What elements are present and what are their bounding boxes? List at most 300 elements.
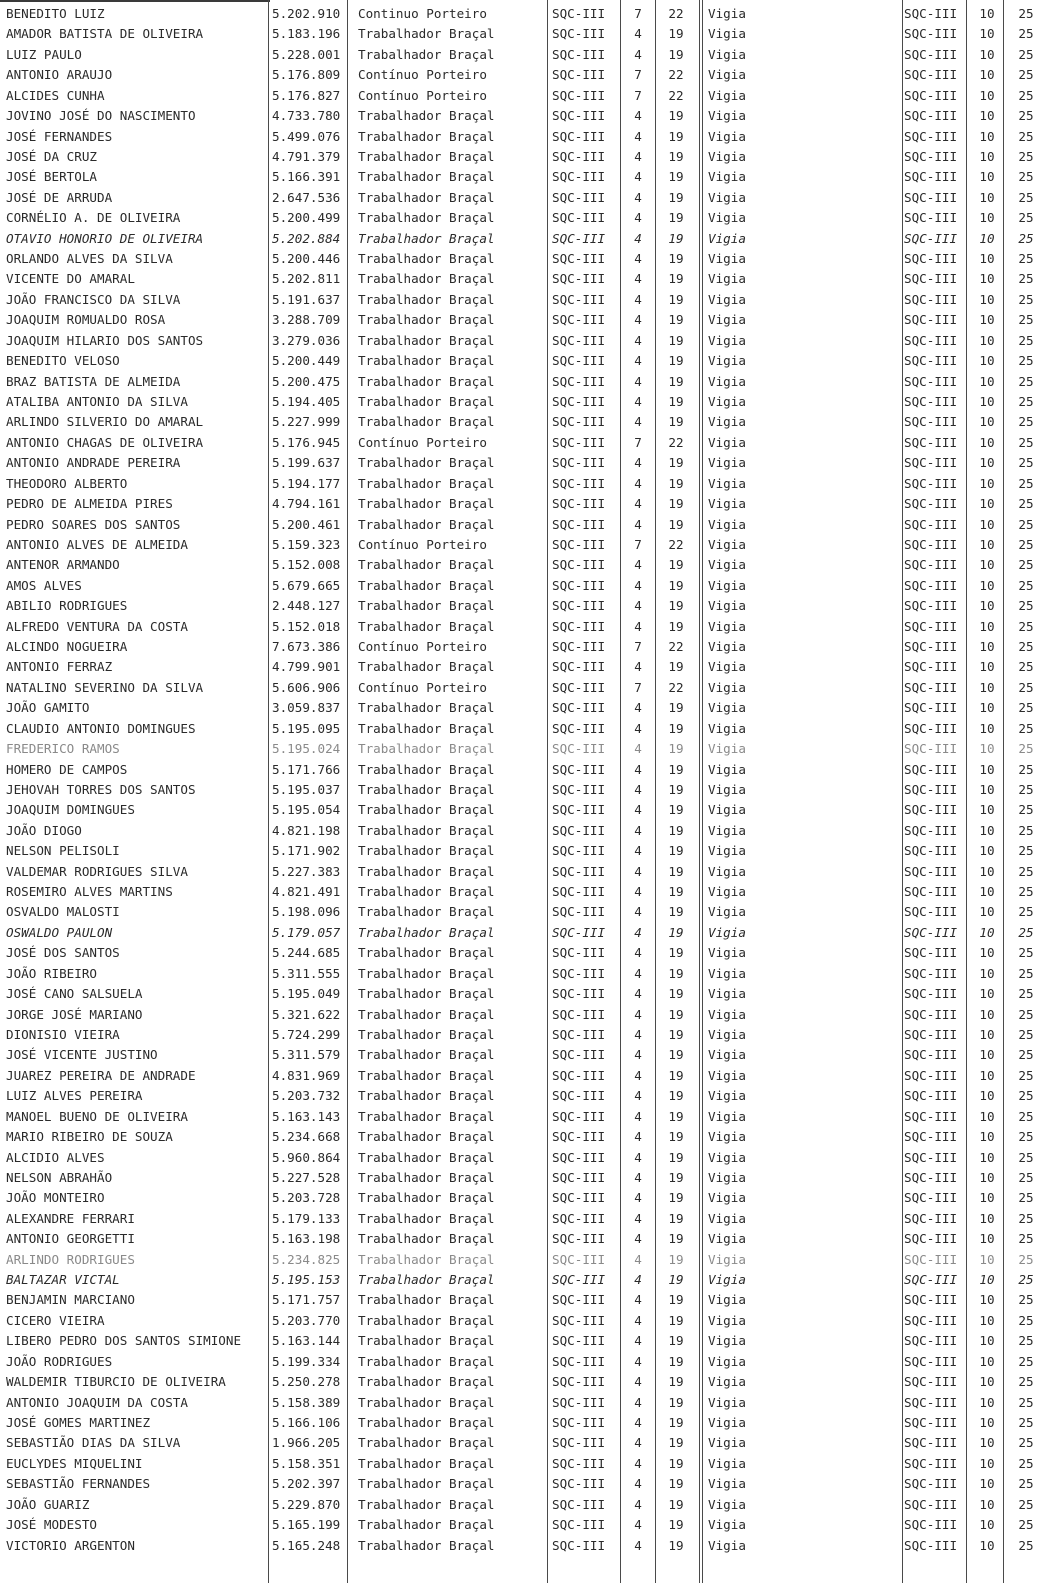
current-reference: 4 [634,1394,642,1410]
employee-name: ANTONIO ANDRADE PEREIRA [6,455,181,471]
table-row [0,127,1053,147]
new-group: SQC-III [904,373,958,389]
registration-number: 5.250.278 [272,1374,341,1390]
new-position: Vigia [708,271,746,287]
employee-name: JOÃO GUARIZ [6,1496,90,1512]
current-position: Trabalhador Braçal [358,965,495,981]
new-reference: 10 [979,393,995,409]
new-position: Vigia [708,148,746,164]
current-level: 19 [668,700,684,716]
current-level: 19 [668,1190,684,1206]
new-group: SQC-III [904,312,958,328]
new-group: SQC-III [904,475,958,491]
current-position: Contínuo Porteiro [358,639,487,655]
new-position: Vigia [708,1088,746,1104]
table-row [0,862,1053,882]
current-reference: 4 [634,781,642,797]
current-reference: 4 [634,802,642,818]
new-group: SQC-III [904,1414,958,1430]
table-row [0,208,1053,228]
employee-name: ABILIO RODRIGUES [6,598,128,614]
employee-name: JOÃO MONTEIRO [6,1190,105,1206]
current-group: SQC-III [552,618,606,634]
current-position: Trabalhador Braçal [358,393,495,409]
current-position: Trabalhador Braçal [358,189,495,205]
current-group: SQC-III [552,1251,606,1267]
employee-name: JOSÉ DE ARRUDA [6,189,113,205]
current-level: 19 [668,904,684,920]
table-row [0,392,1053,412]
current-position: Trabalhador Braçal [358,1210,495,1226]
current-level: 19 [668,230,684,246]
current-group: SQC-III [552,148,606,164]
table-row [0,1331,1053,1351]
registration-number: 5.203.728 [272,1190,341,1206]
new-reference: 10 [979,46,995,62]
table-row [0,902,1053,922]
current-reference: 4 [634,1027,642,1042]
table-row [0,290,1053,310]
registration-number: 5.200.461 [272,516,341,532]
registration-number: 5.194.405 [272,393,341,409]
new-group: SQC-III [904,720,958,736]
current-level: 19 [668,1006,684,1022]
current-reference: 4 [634,1476,642,1492]
employee-name: AMADOR BATISTA DE OLIVEIRA [6,26,204,42]
registration-number: 5.227.999 [272,414,341,430]
current-position: Trabalhador Braçal [358,46,495,62]
registration-number: 5.163.144 [272,1333,341,1349]
new-reference: 10 [979,659,995,675]
registration-number: 5.176.827 [272,87,341,103]
registration-number: 5.179.133 [272,1210,341,1226]
current-position: Trabalhador Braçal [358,1231,495,1247]
current-level: 19 [668,108,684,124]
current-reference: 4 [634,251,642,267]
new-reference: 10 [979,230,995,246]
new-position: Vigia [708,822,746,838]
employee-name: CLAUDIO ANTONIO DOMINGUES [6,720,196,736]
current-group: SQC-III [552,1496,606,1512]
new-reference: 10 [979,1414,995,1430]
current-reference: 4 [634,1292,642,1308]
registration-number: 5.152.008 [272,557,341,573]
new-position: Vigia [708,536,746,552]
current-position: Trabalhador Braçal [358,1435,495,1451]
table-row [0,1188,1053,1208]
current-position: Contínuo Porteiro [358,679,487,695]
current-position: Trabalhador Braçal [358,659,495,675]
current-position: Trabalhador Braçal [358,884,495,900]
employee-name: JOSÉ DA CRUZ [6,148,97,164]
new-level: 25 [1018,618,1034,634]
current-position: Trabalhador Braçal [358,108,495,124]
current-level: 19 [668,1537,684,1553]
new-position: Vigia [708,1455,746,1471]
new-group: SQC-III [904,863,958,879]
current-level: 19 [668,1067,684,1083]
current-position: Trabalhador Braçal [358,1312,495,1328]
new-level: 25 [1018,822,1034,838]
current-level: 19 [668,332,684,348]
new-level: 25 [1018,741,1034,757]
table-row [0,780,1053,800]
current-reference: 4 [634,393,642,409]
top-rule [0,0,270,2]
current-reference: 4 [634,332,642,348]
new-group: SQC-III [904,148,958,164]
current-position: Trabalhador Braçal [358,1088,495,1104]
employee-name: OTAVIO HONORIO DE OLIVEIRA [6,230,204,246]
registration-number: 5.724.299 [272,1027,341,1042]
new-position: Vigia [708,945,746,961]
new-reference: 10 [979,67,995,83]
employee-name: OSWALDO PAULON [6,924,113,940]
new-reference: 10 [979,251,995,267]
registration-number: 5.234.668 [272,1129,341,1145]
new-group: SQC-III [904,904,958,920]
table-row [0,1107,1053,1127]
current-level: 19 [668,965,684,981]
new-position: Vigia [708,332,746,348]
new-reference: 10 [979,169,995,185]
new-group: SQC-III [904,639,958,655]
current-reference: 4 [634,1455,642,1471]
current-group: SQC-III [552,598,606,614]
current-reference: 4 [634,741,642,757]
new-group: SQC-III [904,536,958,552]
current-group: SQC-III [552,1476,606,1492]
current-position: Trabalhador Braçal [358,741,495,757]
new-position: Vigia [708,924,746,940]
new-group: SQC-III [904,1272,958,1288]
new-reference: 10 [979,700,995,716]
current-reference: 4 [634,1190,642,1206]
current-reference: 7 [634,434,642,450]
current-group: SQC-III [552,1129,606,1145]
new-level: 25 [1018,210,1034,226]
new-reference: 10 [979,1129,995,1145]
new-level: 25 [1018,1333,1034,1349]
current-level: 19 [668,353,684,369]
new-group: SQC-III [904,822,958,838]
current-group: SQC-III [552,945,606,961]
registration-number: 5.199.637 [272,455,341,471]
new-reference: 10 [979,639,995,655]
current-reference: 4 [634,1006,642,1022]
new-position: Vigia [708,1047,746,1063]
table-row [0,412,1053,432]
table-row [0,882,1053,902]
table-row [0,4,1053,24]
new-reference: 10 [979,1149,995,1165]
current-level: 19 [668,291,684,307]
new-group: SQC-III [904,659,958,675]
current-group: SQC-III [552,924,606,940]
new-level: 25 [1018,1190,1034,1206]
employee-name: JOÃO FRANCISCO DA SILVA [6,291,181,307]
employee-name: JOAQUIM HILARIO DOS SANTOS [6,332,204,348]
current-group: SQC-III [552,1231,606,1247]
new-group: SQC-III [904,1047,958,1063]
current-level: 19 [668,271,684,287]
new-position: Vigia [708,87,746,103]
new-position: Vigia [708,1006,746,1022]
current-reference: 4 [634,210,642,226]
current-position: Trabalhador Braçal [358,924,495,940]
new-position: Vigia [708,1312,746,1328]
new-position: Vigia [708,1231,746,1247]
new-level: 25 [1018,373,1034,389]
new-position: Vigia [708,1067,746,1083]
current-reference: 4 [634,1374,642,1390]
new-reference: 10 [979,6,995,21]
new-group: SQC-III [904,1312,958,1328]
current-group: SQC-III [552,1149,606,1165]
new-level: 25 [1018,1517,1034,1533]
new-level: 25 [1018,1476,1034,1492]
current-reference: 4 [634,1129,642,1145]
current-position: Trabalhador Braçal [358,148,495,164]
new-level: 25 [1018,761,1034,777]
current-reference: 4 [634,1067,642,1083]
new-group: SQC-III [904,618,958,634]
current-position: Contínuo Porteiro [358,434,487,450]
current-group: SQC-III [552,251,606,267]
current-reference: 4 [634,373,642,389]
current-position: Trabalhador Braçal [358,1455,495,1471]
current-group: SQC-III [552,822,606,838]
new-reference: 10 [979,1006,995,1022]
current-reference: 4 [634,108,642,124]
current-group: SQC-III [552,843,606,859]
registration-number: 5.195.037 [272,781,341,797]
current-group: SQC-III [552,434,606,450]
current-group: SQC-III [552,1517,606,1533]
new-group: SQC-III [904,291,958,307]
new-level: 25 [1018,1414,1034,1430]
table-row [0,1474,1053,1494]
new-position: Vigia [708,700,746,716]
table-row [0,269,1053,289]
current-position: Trabalhador Braçal [358,1149,495,1165]
table-row [0,351,1053,371]
current-reference: 4 [634,965,642,981]
current-reference: 4 [634,884,642,900]
employee-name: SEBASTIÃO FERNANDES [6,1476,151,1492]
new-level: 25 [1018,598,1034,614]
current-level: 22 [668,67,684,83]
employee-name: DIONISIO VIEIRA [6,1027,120,1042]
current-group: SQC-III [552,271,606,287]
employee-name: VALDEMAR RODRIGUES SILVA [6,863,188,879]
employee-name: ATALIBA ANTONIO DA SILVA [6,393,188,409]
new-level: 25 [1018,455,1034,471]
employee-name: LUIZ ALVES PEREIRA [6,1088,143,1104]
new-level: 25 [1018,1088,1034,1104]
table-row [0,331,1053,351]
current-level: 19 [668,1353,684,1369]
current-position: Trabalhador Braçal [358,598,495,614]
new-level: 25 [1018,1129,1034,1145]
current-level: 19 [668,781,684,797]
new-reference: 10 [979,945,995,961]
current-level: 19 [668,455,684,471]
current-reference: 4 [634,1108,642,1124]
employee-name: JOSÉ BERTOLA [6,169,97,185]
new-reference: 10 [979,924,995,940]
employee-name: JOSÉ CANO SALSUELA [6,986,143,1002]
new-group: SQC-III [904,414,958,430]
current-level: 19 [668,1251,684,1267]
table-row [0,1148,1053,1168]
current-group: SQC-III [552,720,606,736]
new-group: SQC-III [904,884,958,900]
new-reference: 10 [979,781,995,797]
current-reference: 4 [634,1312,642,1328]
employee-name: SEBASTIÃO DIAS DA SILVA [6,1435,181,1451]
current-position: Trabalhador Braçal [358,1353,495,1369]
new-group: SQC-III [904,455,958,471]
current-level: 19 [668,1333,684,1349]
new-position: Vigia [708,67,746,83]
current-level: 19 [668,1435,684,1451]
table-row [0,1352,1053,1372]
current-level: 19 [668,1149,684,1165]
new-position: Vigia [708,108,746,124]
current-reference: 4 [634,475,642,491]
registration-number: 5.200.446 [272,251,341,267]
current-group: SQC-III [552,639,606,655]
new-group: SQC-III [904,781,958,797]
new-level: 25 [1018,148,1034,164]
current-reference: 4 [634,945,642,961]
new-reference: 10 [979,353,995,369]
employee-name: PEDRO DE ALMEIDA PIRES [6,496,173,512]
current-reference: 4 [634,1149,642,1165]
employee-name: JOÃO RIBEIRO [6,965,97,981]
employee-name: LIBERO PEDRO DOS SANTOS SIMIONE [6,1333,242,1349]
current-group: SQC-III [552,1006,606,1022]
current-group: SQC-III [552,965,606,981]
registration-number: 4.821.491 [272,884,341,900]
employee-name: ANTONIO ARAUJO [6,67,113,83]
employee-name: BALTAZAR VICTAL [6,1272,120,1288]
employee-name: ANTONIO CHAGAS DE OLIVEIRA [6,434,204,450]
new-reference: 10 [979,965,995,981]
employee-name: BRAZ BATISTA DE ALMEIDA [6,373,181,389]
table-row [0,65,1053,85]
new-reference: 10 [979,1027,995,1042]
current-level: 19 [668,1231,684,1247]
table-row [0,1005,1053,1025]
current-group: SQC-III [552,353,606,369]
table-row [0,188,1053,208]
table-row [0,698,1053,718]
new-level: 25 [1018,1353,1034,1369]
current-reference: 7 [634,67,642,83]
new-position: Vigia [708,1517,746,1533]
current-reference: 4 [634,455,642,471]
current-group: SQC-III [552,781,606,797]
new-group: SQC-III [904,965,958,981]
new-level: 25 [1018,332,1034,348]
new-position: Vigia [708,679,746,695]
current-group: SQC-III [552,986,606,1002]
table-row [0,617,1053,637]
current-level: 22 [668,434,684,450]
new-group: SQC-III [904,1190,958,1206]
employee-name: WALDEMIR TIBURCIO DE OLIVEIRA [6,1374,226,1390]
new-level: 25 [1018,230,1034,246]
current-reference: 4 [634,1333,642,1349]
table-row [0,24,1053,44]
current-level: 19 [668,210,684,226]
new-position: Vigia [708,741,746,757]
new-level: 25 [1018,353,1034,369]
table-row [0,1290,1053,1310]
new-level: 25 [1018,1394,1034,1410]
new-reference: 10 [979,761,995,777]
current-level: 19 [668,1169,684,1185]
table-row [0,372,1053,392]
current-level: 19 [668,1129,684,1145]
table-row [0,739,1053,759]
current-group: SQC-III [552,108,606,124]
registration-number: 5.158.389 [272,1394,341,1410]
registration-number: 5.159.323 [272,536,341,552]
current-level: 22 [668,6,684,21]
new-level: 25 [1018,169,1034,185]
new-position: Vigia [708,863,746,879]
new-reference: 10 [979,148,995,164]
current-group: SQC-III [552,1027,606,1042]
current-position: Trabalhador Braçal [358,312,495,328]
table-row [0,637,1053,657]
employee-name: CICERO VIEIRA [6,1312,105,1328]
current-reference: 7 [634,536,642,552]
registration-number: 5.960.864 [272,1149,341,1165]
new-position: Vigia [708,230,746,246]
current-group: SQC-III [552,863,606,879]
registration-number: 5.179.057 [272,924,341,940]
current-group: SQC-III [552,1292,606,1308]
current-position: Trabalhador Braçal [358,230,495,246]
registration-number: 3.288.709 [272,312,341,328]
current-position: Trabalhador Braçal [358,843,495,859]
new-position: Vigia [708,312,746,328]
new-reference: 10 [979,863,995,879]
new-level: 25 [1018,475,1034,491]
table-row [0,943,1053,963]
current-reference: 4 [634,598,642,614]
current-position: Trabalhador Braçal [358,1394,495,1410]
current-group: SQC-III [552,679,606,695]
new-level: 25 [1018,781,1034,797]
employee-name: HOMERO DE CAMPOS [6,761,128,777]
current-position: Trabalhador Braçal [358,1129,495,1145]
current-position: Trabalhador Braçal [358,1027,495,1042]
registration-number: 5.194.177 [272,475,341,491]
current-group: SQC-III [552,700,606,716]
new-level: 25 [1018,1231,1034,1247]
new-reference: 10 [979,557,995,573]
current-level: 19 [668,189,684,205]
current-level: 19 [668,46,684,62]
new-reference: 10 [979,986,995,1002]
current-reference: 4 [634,516,642,532]
registration-number: 5.311.579 [272,1047,341,1063]
